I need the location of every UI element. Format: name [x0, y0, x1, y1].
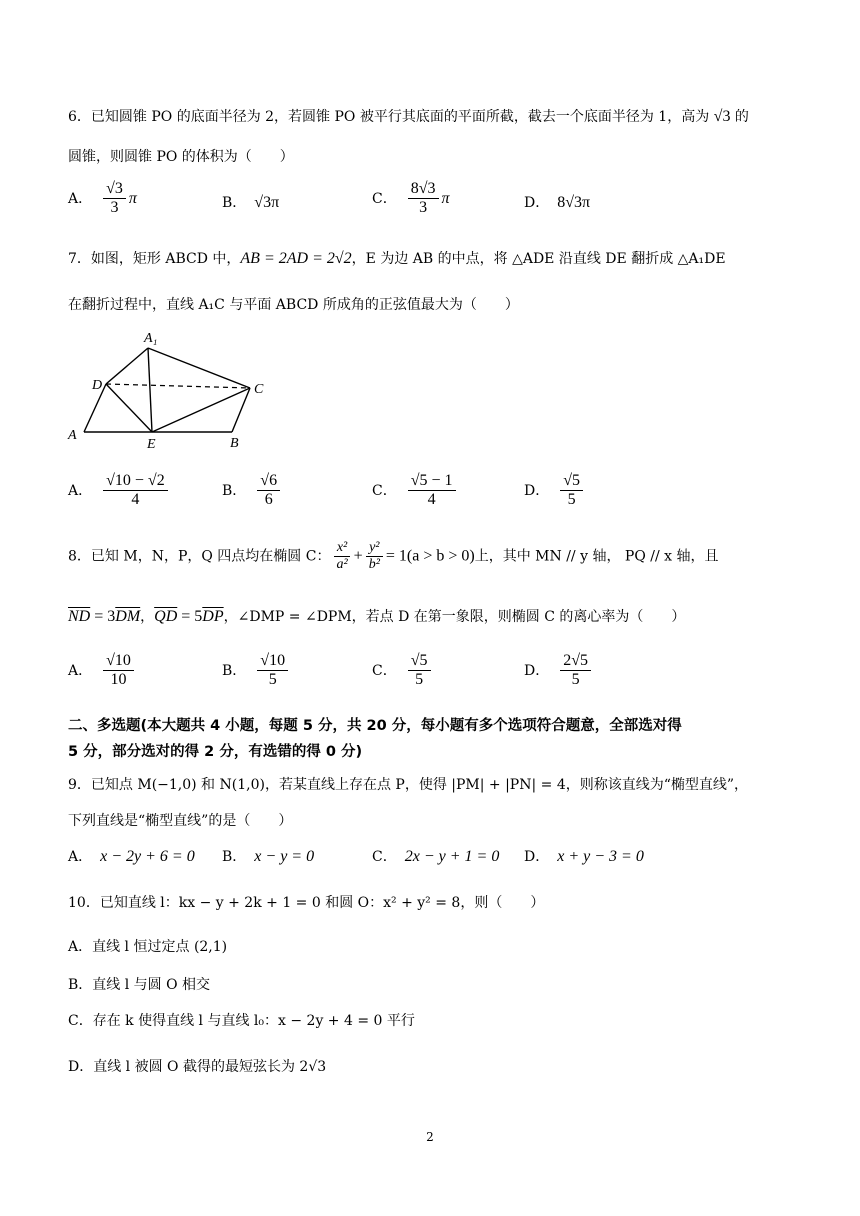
q8-option-b[interactable]: B． $\frac{√10}{5}$ [222, 652, 291, 690]
q10-option-d[interactable]: D．直线 l 被圆 O 截得的最短弦长为 2√3 [68, 1059, 327, 1075]
figure-label-d: D [92, 378, 103, 393]
figure-label-a: A [68, 428, 77, 443]
q7-option-c[interactable]: C． $\frac{√5 - 1}{4}$ [372, 472, 459, 510]
q6-stem-line1: 6．已知圆锥 PO 的底面半径为 2，若圆锥 PO 被平行其底面的平面所截，截去一个底面半径为 1，高为 √3 的 [68, 108, 749, 125]
q7-stem-line2: 在翻折过程中，直线 A₁C 与平面 ABCD 所成角的正弦值最大为（ ） [68, 297, 519, 313]
q9-stem-line1: 9．已知点 M(−1,0) 和 N(1,0)，若某直线上存在点 P，使得 |PM| + |PN| = 4，则称该直线为“椭型直线”， [68, 777, 749, 793]
q8-stem-line2: $\overline{ND} = 3\overline{DM}$，$\overline{QD} = 5\overline{DP}$，∠DMP = ∠DPM，若点 D 在第一象限，则椭圆 C 的离心率为（ ） [68, 608, 686, 625]
figure-label-c: C [254, 382, 264, 397]
page-number: 2 [426, 1130, 434, 1144]
q7-option-d[interactable]: D． $\frac{√5}{5}$ [524, 472, 586, 510]
q7-option-a[interactable]: A． $\frac{√10 - √2}{4}$ [68, 472, 171, 510]
q8-option-d[interactable]: D． $\frac{2√5}{5}$ [524, 652, 594, 690]
q8-option-c[interactable]: C． $\frac{√5}{5}$ [372, 652, 434, 690]
section-heading-line2: 5 分，部分选对的得 2 分，有选错的得 0 分) [68, 744, 363, 760]
q6-option-d[interactable]: D． 8√3π [524, 194, 591, 211]
q9-option-b[interactable]: B． x − y = 0 [222, 848, 315, 865]
q10-option-a[interactable]: A．直线 l 恒过定点 (2,1) [68, 939, 228, 955]
figure-label-e: E [147, 437, 156, 452]
q8-option-a[interactable]: A． $\frac{√10}{10}$ [68, 652, 137, 690]
q9-option-d[interactable]: D． x + y − 3 = 0 [524, 848, 644, 865]
q10-stem: 10．已知直线 l：kx − y + 2k + 1 = 0 和圆 O：x² + y² = 8，则（ ） [68, 895, 545, 911]
section-heading-line1: 二、多选题(本大题共 4 小题，每题 5 分，共 20 分，每小题有多个选项符合题意，全部选对得 [68, 718, 682, 734]
q6-option-b[interactable]: B． √3π [222, 194, 280, 211]
figure-label-a1: A₁ [144, 331, 158, 346]
q7-option-b[interactable]: B． $\frac{√6}{6}$ [222, 472, 283, 510]
q9-option-c[interactable]: C． 2x − y + 1 = 0 [372, 848, 500, 865]
q8-stem-line1: 8．已知 M，N，P，Q 四点均在椭圆 C： $\frac{\text{x²}}{\text{a²}}$ + $\frac{\text{y²}}{\text{b²}}$ = 1(a > b > 0)上，其中 MN // y 轴， PQ // x 轴，且 [68, 540, 719, 573]
figure-label-b: B [230, 436, 239, 451]
q6-option-c[interactable]: C． $\frac{8√3}{3}$ π [372, 180, 450, 217]
q9-option-a[interactable]: A． x − 2y + 6 = 0 [68, 848, 195, 865]
q7-figure [60, 328, 280, 452]
q7-stem-line1: 7．如图，矩形 ABCD 中，AB = 2AD = 2√2，E 为边 AB 的中点，将 △ADE 沿直线 DE 翻折成 △A₁DE [68, 250, 726, 267]
q6-option-a[interactable]: A． $\frac{√3}{3}$ π [68, 180, 137, 217]
q9-stem-line2: 下列直线是“椭型直线”的是（ ） [68, 813, 293, 829]
q6-stem-line2: 圆锥，则圆锥 PO 的体积为（ ） [68, 149, 294, 165]
q10-option-b[interactable]: B．直线 l 与圆 O 相交 [68, 977, 211, 993]
q10-option-c[interactable]: C．存在 k 使得直线 l 与直线 l₀：x − 2y + 4 = 0 平行 [68, 1013, 415, 1029]
